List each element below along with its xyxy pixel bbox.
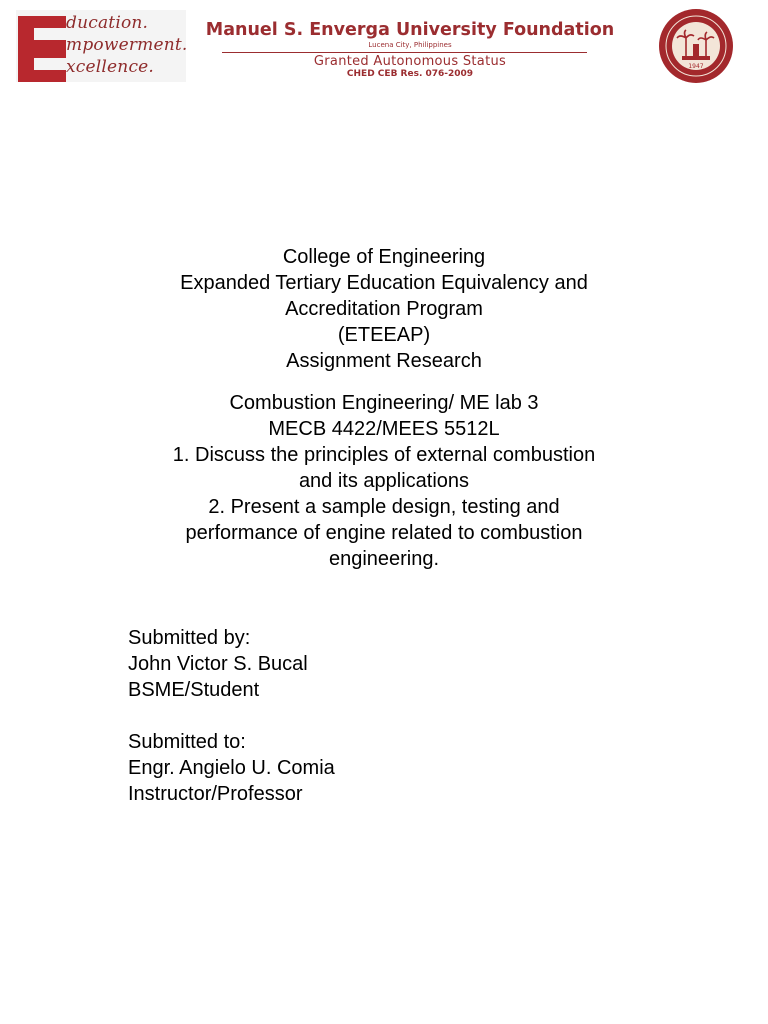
student-role: BSME/Student	[128, 679, 260, 701]
motto-line-empowerment: mpowerment.	[66, 35, 188, 55]
ched-resolution: CHED CEB Res. 076-2009	[346, 69, 474, 79]
motto-line-education: ducation.	[66, 13, 149, 33]
submitted-to-label: Submitted to:	[128, 731, 246, 753]
motto-line-excellence: xcellence.	[66, 57, 155, 77]
submitted-to-block	[128, 729, 335, 807]
university-name: Manuel S. Enverga University Foundation	[205, 20, 615, 40]
document-type: Assignment Research	[286, 350, 482, 372]
motto-logo	[16, 10, 186, 82]
letterhead-divider	[222, 52, 587, 53]
task-2-line-2: performance of engine related to combustion	[185, 522, 583, 544]
seal-year: 1947	[688, 63, 704, 70]
program-name-line-1: Expanded Tertiary Education Equivalency and	[180, 272, 588, 294]
university-seal-icon	[650, 8, 742, 84]
task-2-line-1: 2. Present a sample design, testing and	[208, 496, 560, 518]
big-e-logo-icon	[18, 16, 66, 82]
task-2-line-3: engineering.	[328, 548, 440, 570]
page-header	[0, 0, 768, 90]
instructor-name: Engr. Angielo U. Comia	[128, 757, 335, 779]
university-letterhead	[198, 20, 622, 79]
submitted-by-label: Submitted by:	[128, 627, 251, 649]
course-title: Combustion Engineering/ ME lab 3	[229, 392, 539, 414]
university-city: Lucena City, Philippines	[368, 41, 452, 49]
task-1-line-2: and its applications	[298, 470, 470, 492]
instructor-role: Instructor/Professor	[128, 783, 303, 805]
task-1-line-1: 1. Discuss the principles of external combustion	[172, 444, 596, 466]
submitted-by-block	[128, 625, 308, 703]
program-name-line-2: Accreditation Program	[285, 298, 483, 320]
university-status: Granted Autonomous Status	[313, 54, 507, 69]
program-acronym: (ETEEAP)	[337, 324, 431, 346]
title-block	[0, 244, 768, 374]
student-name: John Victor S. Bucal	[128, 653, 308, 675]
college-name: College of Engineering	[282, 246, 486, 268]
assignment-task-block	[0, 390, 768, 572]
course-code: MECB 4422/MEES 5512L	[268, 418, 500, 440]
